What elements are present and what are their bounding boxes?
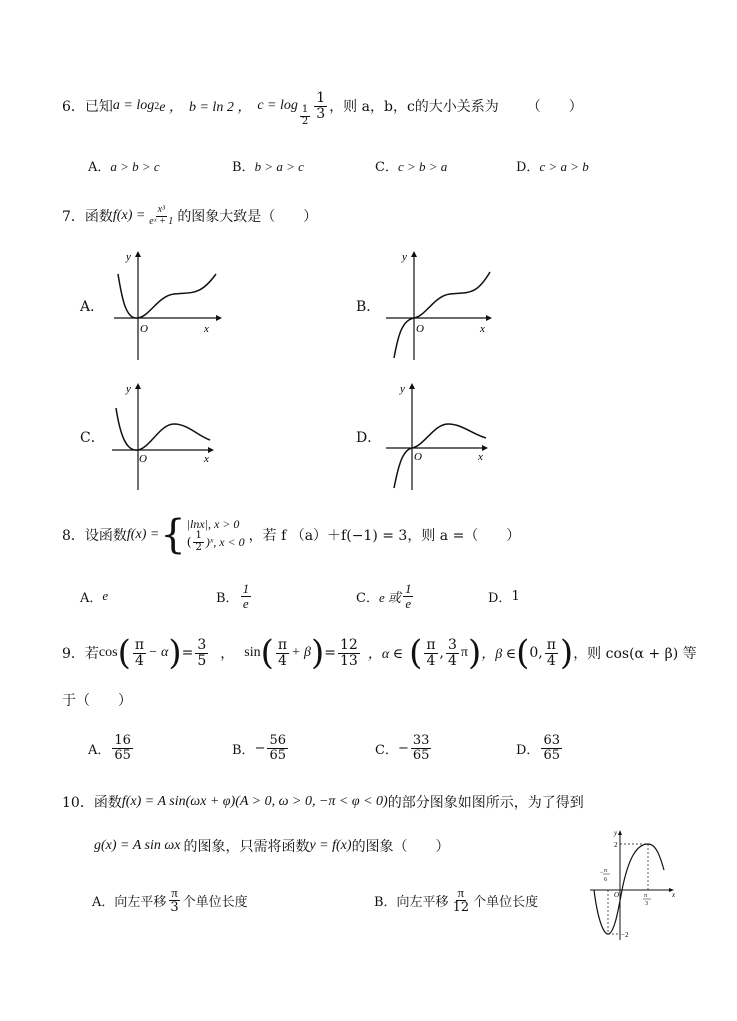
- q9-pi-over-4-a: [133, 638, 146, 668]
- q9-alpha-hi: [446, 638, 459, 668]
- q6-option-a-text: a > b > c: [110, 159, 160, 174]
- q8-case-2-rest: )ˣ, x < 0: [205, 534, 245, 549]
- q9-option-b-num: 56: [269, 732, 287, 748]
- q6-c-frac-den: 3: [316, 105, 326, 122]
- q6-option-c: [375, 156, 447, 175]
- q7-graph-c: [108, 376, 220, 492]
- q9-option-b-sign: −: [254, 740, 266, 756]
- q9-option-a-num: 16: [114, 732, 131, 748]
- curve: [394, 272, 490, 358]
- sine-curve: [594, 844, 664, 934]
- q8-option-d-label: D．: [488, 590, 512, 606]
- q9-option-a-frac: [112, 734, 133, 762]
- q6-option-c-label: C．: [375, 160, 398, 175]
- xr-den: 3: [645, 901, 648, 907]
- q6-pre: 已知: [84, 99, 113, 115]
- y-label: y: [402, 251, 407, 263]
- q10-number: 10．: [62, 795, 94, 811]
- q9-eq1-num: 3: [197, 636, 207, 653]
- q7-graph-d: [382, 376, 494, 492]
- q9-pi-b: π: [277, 636, 288, 653]
- q8-mid: ，若 f （a）＋f(−1) = 3，则 a =（ ）: [248, 528, 521, 544]
- q9-option-c-den: 65: [412, 747, 430, 763]
- q9-sin: sin: [244, 645, 261, 660]
- q7-frac-num: x³: [157, 204, 166, 215]
- q6-option-b-label: B．: [232, 160, 255, 175]
- q9-three: 3: [447, 636, 457, 653]
- x-arrow-icon: [208, 447, 214, 453]
- ymin-label: −2: [621, 931, 629, 939]
- q7-graph-a: [108, 244, 228, 362]
- x-label: x: [480, 323, 485, 335]
- q8-option-c-num: 1: [404, 580, 412, 596]
- y-label: y: [400, 383, 405, 395]
- q9-pi-c: π: [426, 636, 436, 653]
- q6-c-frac: [314, 91, 327, 121]
- q9-beta-in: ，β ∈: [481, 647, 517, 662]
- q9-alpha-lo: [424, 638, 437, 668]
- curve: [118, 274, 216, 318]
- q9-number: 9．: [62, 646, 85, 662]
- q6-b-expr: b = ln 2 ，: [188, 100, 252, 115]
- origin-label: O: [139, 453, 147, 465]
- q10-pre: 函数: [93, 795, 122, 811]
- q10-option-a-frac: [168, 886, 180, 914]
- q10-line2-a: g(x) = A sin ωx: [94, 838, 181, 853]
- q7-graph-b-label: B．: [356, 299, 381, 315]
- q9-option-d-num: 63: [543, 732, 560, 748]
- q10-line2-b: 的图象，只需将函数: [183, 839, 310, 855]
- q10-option-b-num: π: [457, 884, 465, 900]
- q9-pi-e: π: [546, 636, 556, 653]
- y-arrow-icon: [135, 383, 141, 389]
- origin-label: O: [414, 451, 422, 463]
- xl-sign: −: [600, 870, 604, 876]
- q7-graph-a-label: A．: [80, 299, 105, 315]
- q10-line2-c: y = f(x): [309, 838, 352, 853]
- q9-eq2-num: 12: [340, 636, 358, 653]
- q10-option-a-den: 3: [170, 899, 179, 915]
- q8-option-c-label: C．: [356, 590, 379, 606]
- q10-line-2: [94, 836, 450, 856]
- q6-option-b-text: b > a > c: [254, 159, 304, 174]
- xr-num: π: [644, 893, 648, 899]
- q9-option-b-den: 65: [269, 747, 287, 763]
- q8-option-b-frac: [241, 582, 252, 610]
- q8-option-c-den: e: [405, 595, 412, 611]
- q9-pi-a: π: [134, 636, 145, 653]
- question-10: [62, 792, 584, 812]
- curve: [394, 424, 486, 488]
- q9-paren-close-2: ): [311, 633, 325, 673]
- xl-den: 6: [604, 877, 607, 883]
- q9-eq2-frac: [338, 638, 360, 668]
- q9-option-a-label: A．: [88, 742, 111, 758]
- q7-frac: [147, 205, 175, 227]
- q9-minus-alpha: − α: [148, 645, 169, 660]
- q10-option-b: [374, 880, 538, 920]
- q9-eq1-frac: [195, 638, 208, 668]
- q8-pre: 设函数: [84, 528, 127, 544]
- q10-option-a: [92, 880, 248, 920]
- q6-c-subfrac: [300, 105, 310, 127]
- q9-four-c: 4: [426, 652, 436, 669]
- q9-line-2: 于（ ）: [62, 693, 132, 709]
- q8-option-a: [80, 580, 108, 612]
- q8-brace: {: [160, 512, 186, 558]
- q6-a-sub: 2: [154, 100, 160, 112]
- q6-a-expr: a = log: [112, 98, 155, 113]
- q8-cases: [187, 517, 245, 553]
- q10-option-a-num: π: [171, 884, 178, 900]
- q6-option-d: [516, 156, 589, 175]
- q8-fx: f(x) =: [126, 527, 160, 542]
- q6-paren: （ ）: [526, 99, 583, 115]
- origin-label: O: [140, 323, 148, 335]
- y-arrow-icon: [411, 251, 417, 257]
- q6-c-sub-num: 1: [301, 104, 309, 115]
- q9-eq1-den: 5: [197, 652, 207, 669]
- q8-option-c-text: e 或: [378, 589, 401, 605]
- q9-plus-beta: + β: [291, 645, 312, 660]
- q8-case-2: [187, 531, 245, 553]
- q6-option-c-text: c > b > a: [397, 159, 448, 174]
- q6-option-a: [88, 156, 160, 175]
- q9-paren-open-2: (: [260, 633, 274, 673]
- q8-option-a-label: A．: [80, 590, 103, 606]
- q8-number: 8．: [62, 528, 85, 544]
- q9-eq2-den: 13: [340, 652, 358, 669]
- q9-option-c-num: 33: [412, 732, 430, 748]
- q8-case-1: |lnx|, x > 0: [186, 516, 240, 531]
- q6-post: ，则 a，b，c的大小关系为: [329, 99, 499, 115]
- q10-option-b-text: B．向左平移: [374, 894, 449, 910]
- q9-option-a-den: 65: [114, 747, 131, 763]
- q10-figure: [588, 826, 680, 942]
- q9-option-b-frac: [267, 734, 288, 762]
- x-arrow-icon: [216, 315, 222, 321]
- q10-option-b-tail: 个单位长度: [473, 894, 539, 910]
- q9-option-c-sign: −: [397, 740, 409, 756]
- q6-c-frac-num: 1: [316, 89, 326, 106]
- q9-four-e: 4: [546, 652, 556, 669]
- q9-paren-close-3: ): [467, 633, 482, 673]
- q10-option-b-den: 12: [452, 899, 470, 915]
- x-arrow-icon: [482, 445, 488, 451]
- q9-option-b-label: B．: [232, 742, 255, 758]
- q10-post: 的部分图象如图所示，为了得到: [387, 795, 584, 811]
- q9-four-b: 4: [278, 652, 287, 669]
- q7-pre: 函数: [84, 209, 113, 225]
- q9-paren-open-1: (: [117, 633, 131, 673]
- q7-frac-den: eˣ + 1: [149, 215, 174, 227]
- q9-four-d: 4: [447, 652, 457, 669]
- q8-option-b-label: B．: [216, 590, 239, 606]
- q9-zero: 0,: [529, 645, 543, 661]
- y-label: y: [614, 829, 618, 837]
- q8-option-b-num: 1: [242, 580, 250, 596]
- q8-case-2-den: 2: [195, 541, 202, 553]
- y-arrow-icon: [409, 383, 415, 389]
- y-label: y: [126, 251, 131, 263]
- x-arrow-icon: [486, 315, 492, 321]
- x-label: x: [672, 891, 676, 899]
- q9-alpha-in: ，α ∈: [367, 647, 404, 662]
- q10-option-a-text: A．向左平移: [92, 894, 167, 910]
- q9-option-d-den: 65: [543, 747, 560, 763]
- q9-paren-open-4: (: [516, 633, 530, 673]
- q9-option-a: [88, 728, 135, 768]
- question-7: [62, 196, 317, 236]
- q9-paren-close-4: ): [559, 633, 574, 673]
- y-label: y: [126, 383, 131, 395]
- q6-c-expr: c = log: [257, 98, 298, 113]
- q10-option-a-tail: 个单位长度: [182, 894, 248, 910]
- q8-option-a-text: e: [102, 588, 109, 603]
- q7-number: 7．: [62, 209, 85, 225]
- q8-option-d: [488, 580, 520, 612]
- q7-graph-d-label: D．: [356, 430, 382, 446]
- q8-option-d-text: 1: [511, 588, 520, 604]
- q8-option-b: [216, 576, 253, 616]
- q9-pi-d: π: [460, 645, 468, 660]
- q6-c-sub-den: 2: [301, 115, 309, 127]
- origin-label: O: [416, 323, 424, 335]
- q9-option-d: [516, 728, 564, 768]
- q6-option-d-label: D．: [516, 160, 540, 175]
- q8-option-c-frac: [403, 582, 414, 610]
- q7-fx: f(x) =: [112, 208, 146, 223]
- y-arrow-icon: [618, 830, 622, 835]
- q9-option-c: [375, 728, 433, 768]
- q9-cos: cos: [98, 645, 118, 660]
- q9-pre: 若: [84, 646, 99, 662]
- q9-four-a: 4: [135, 652, 144, 669]
- q9-paren-open-3: (: [409, 633, 423, 673]
- q9-beta-hi: [545, 638, 558, 668]
- x-label: x: [478, 451, 483, 463]
- q8-case-2-open: (: [186, 534, 192, 549]
- q8-option-b-den: e: [242, 595, 249, 611]
- q8-case-2-frac: [193, 531, 203, 553]
- q8-option-c: [356, 576, 415, 616]
- q6-a-arg: e ，: [159, 100, 183, 115]
- q9-option-d-label: D．: [516, 742, 540, 758]
- question-8: [62, 508, 520, 562]
- q9-pi-over-4-b: [276, 638, 289, 668]
- q10-line2-d: 的图象（ ）: [351, 839, 450, 855]
- ymax-label: 2: [614, 841, 618, 849]
- q10-option-b-frac: [451, 886, 472, 914]
- x-label: x: [204, 453, 209, 465]
- q7-post: 的图象大致是（ ）: [177, 209, 318, 225]
- q6-option-a-label: A．: [88, 160, 111, 175]
- q9-paren-close-1: ): [168, 633, 182, 673]
- q9-option-c-frac: [411, 734, 432, 762]
- xl-num: π: [604, 868, 608, 874]
- q9-tail: ，则 cos(α + β) 等: [573, 646, 697, 662]
- q9-option-b: [232, 728, 290, 768]
- q9-option-d-frac: [541, 734, 562, 762]
- q9-option-c-label: C．: [375, 742, 398, 758]
- q6-option-d-text: c > a > b: [539, 159, 589, 174]
- q7-graph-b: [382, 244, 502, 362]
- curve: [116, 408, 210, 450]
- y-arrow-icon: [135, 251, 141, 257]
- q6-option-b: [232, 156, 304, 175]
- q10-expr: f(x) = A sin(ωx + φ)(A > 0, ω > 0, −π < φ < 0): [121, 794, 388, 809]
- q8-case-2-num: 1: [195, 530, 202, 542]
- x-label: x: [204, 323, 209, 335]
- origin-label: O: [614, 891, 620, 899]
- question-9: 9． 若 cos ( $\frac{\pi}{4}$ − α ) = $\frac{3}{5}$ ， sin ( $\frac{\pi}{4}$ + β ) = $\frac{12}{13}$ ，α ∈ ( $\frac{\pi}{4}$ , $\frac{3}{4}$ π ) ，β ∈ ( 0, $\frac{\pi}{4}$ ) ，则 cos(α + β) 等: [62, 633, 697, 673]
- question-6: [62, 86, 583, 126]
- q7-graph-c-label: C．: [80, 430, 105, 446]
- q6-number: 6．: [62, 99, 85, 115]
